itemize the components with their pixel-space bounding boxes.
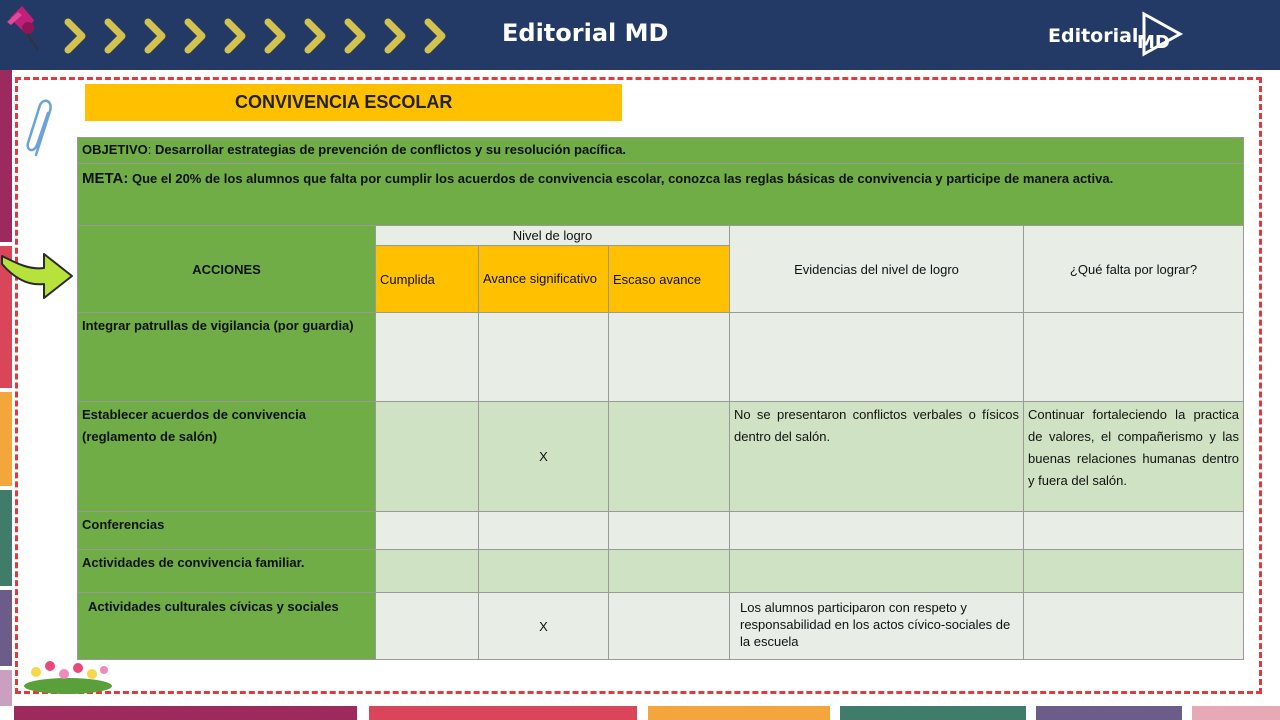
bottom-stripe bbox=[648, 706, 830, 720]
significant-cell: X bbox=[479, 402, 609, 512]
md-logo-mark bbox=[1130, 10, 1188, 60]
scarce-cell bbox=[609, 593, 730, 660]
evidence-cell bbox=[730, 512, 1024, 550]
paperclip-icon bbox=[24, 95, 64, 161]
missing-cell bbox=[1024, 313, 1244, 402]
bottom-stripe bbox=[840, 706, 1026, 720]
significant-cell bbox=[479, 313, 609, 402]
objective-separator: : bbox=[147, 142, 152, 157]
significant-cell bbox=[479, 512, 609, 550]
goal-label: META: bbox=[82, 170, 129, 187]
pushpin-icon bbox=[4, 4, 44, 54]
section-title-box bbox=[85, 84, 622, 121]
bottom-stripe bbox=[1036, 706, 1182, 720]
level-header: Nivel de logro bbox=[376, 226, 730, 246]
side-stripe bbox=[0, 70, 12, 242]
done-cell bbox=[376, 512, 479, 550]
missing-cell: Continuar fortaleciendo la practica de valores, el compañerismo y las buenas relaciones humanas dentro y fuera del salón. bbox=[1024, 402, 1244, 512]
goal-text: Que el 20% de los alumnos que falta por cumplir los acuerdos de convivencia escolar, conozca las reglas básicas de convivencia y participe de manera activa. bbox=[128, 171, 1114, 186]
bottom-stripe bbox=[1192, 706, 1280, 720]
action-cell: Establecer acuerdos de convivencia (reglamento de salón) bbox=[78, 402, 376, 512]
side-stripe bbox=[0, 392, 12, 486]
actions-header: ACCIONES bbox=[78, 226, 376, 313]
side-stripe bbox=[0, 590, 12, 666]
scarce-cell bbox=[609, 512, 730, 550]
done-cell bbox=[376, 550, 479, 593]
table-row bbox=[78, 550, 1244, 593]
side-stripe bbox=[0, 490, 12, 586]
action-cell: Integrar patrullas de vigilancia (por guardia) bbox=[78, 313, 376, 402]
editorial-md-logo bbox=[1048, 8, 1188, 60]
evidence-header: Evidencias del nivel de logro bbox=[730, 226, 1024, 313]
flowers-decoration bbox=[22, 656, 114, 694]
section-title: CONVIVENCIA ESCOLAR bbox=[235, 92, 453, 112]
missing-header: ¿Qué falta por lograr? bbox=[1024, 226, 1244, 313]
done-cell bbox=[376, 593, 479, 660]
missing-cell bbox=[1024, 512, 1244, 550]
logo-text: Editorial bbox=[1048, 25, 1139, 47]
done-cell bbox=[376, 313, 479, 402]
evidence-cell: Los alumnos participaron con respeto y responsabilidad en los actos cívico-sociales de la escuela bbox=[730, 593, 1024, 660]
logo-mark-text: MD bbox=[1137, 32, 1170, 53]
table-row bbox=[78, 313, 1244, 402]
bottom-stripe bbox=[369, 706, 637, 720]
done-cell bbox=[376, 402, 479, 512]
missing-cell bbox=[1024, 550, 1244, 593]
action-cell: Conferencias bbox=[78, 512, 376, 550]
done-header: Cumplida bbox=[376, 246, 479, 313]
table-row bbox=[78, 402, 1244, 512]
objective-row bbox=[78, 138, 1244, 164]
evidence-cell: No se presentaron conflictos verbales o físicos dentro del salón. bbox=[730, 402, 1024, 512]
evidence-cell bbox=[730, 313, 1024, 402]
scarce-cell bbox=[609, 402, 730, 512]
table-row bbox=[78, 593, 1244, 660]
scarce-header: Escaso avance bbox=[609, 246, 730, 313]
goal-row bbox=[78, 164, 1244, 226]
significant-cell: X bbox=[479, 593, 609, 660]
header-bar bbox=[0, 0, 1280, 70]
evidence-cell bbox=[730, 550, 1024, 593]
objective-text: Desarrollar estrategias de prevención de conflictos y su resolución pacífica. bbox=[151, 142, 627, 157]
significant-header: Avance significativo bbox=[479, 246, 609, 313]
missing-cell bbox=[1024, 593, 1244, 660]
bottom-stripe bbox=[14, 706, 357, 720]
chevron-right-icon bbox=[62, 18, 462, 54]
header-title: Editorial MD bbox=[502, 19, 669, 47]
scarce-cell bbox=[609, 313, 730, 402]
scarce-cell bbox=[609, 550, 730, 593]
arrow-right-icon bbox=[0, 244, 76, 302]
objective-cell bbox=[78, 138, 1244, 164]
objective-label: OBJETIVO bbox=[82, 142, 148, 157]
convivencia-table bbox=[77, 137, 1244, 660]
significant-cell bbox=[479, 550, 609, 593]
header-row bbox=[78, 226, 1244, 246]
goal-cell bbox=[78, 164, 1244, 226]
action-cell: Actividades de convivencia familiar. bbox=[78, 550, 376, 593]
action-cell: Actividades culturales cívicas y sociales bbox=[78, 593, 376, 660]
side-stripe bbox=[0, 670, 12, 706]
table-row bbox=[78, 512, 1244, 550]
